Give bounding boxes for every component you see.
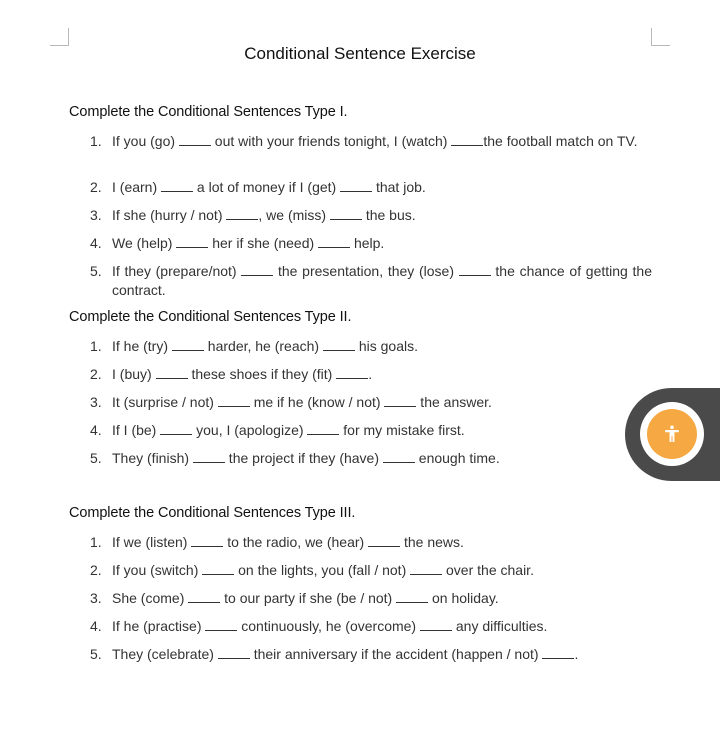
answer-blank[interactable]	[384, 394, 416, 407]
item-number: 5.	[90, 263, 102, 279]
answer-blank[interactable]	[218, 394, 250, 407]
item-number: 4.	[90, 235, 102, 251]
item-text: We (help) her if she (need) help.	[112, 235, 385, 251]
list-item	[90, 421, 652, 440]
item-number: 5.	[90, 646, 102, 662]
answer-blank[interactable]	[410, 562, 442, 575]
answer-blank[interactable]	[218, 646, 250, 659]
answer-blank[interactable]	[188, 590, 220, 603]
list-item	[90, 365, 652, 384]
answer-blank[interactable]	[160, 422, 192, 435]
list-item	[90, 617, 652, 636]
item-text: She (come) to our party if she (be / not) on holiday.	[112, 590, 499, 606]
item-text: I (earn) a lot of money if I (get) that job.	[112, 179, 426, 195]
list-item	[90, 178, 652, 197]
list-item	[90, 393, 652, 412]
answer-blank[interactable]	[336, 366, 368, 379]
answer-blank[interactable]	[161, 179, 193, 192]
item-text: If we (listen) to the radio, we (hear) the news.	[112, 534, 464, 550]
accessibility-person-icon	[663, 425, 681, 443]
answer-blank[interactable]	[191, 534, 223, 547]
answer-blank[interactable]	[340, 179, 372, 192]
list-item	[90, 533, 652, 552]
item-text: If she (hurry / not) , we (miss) the bus.	[112, 207, 416, 223]
item-text: If he (practise) continuously, he (overcome) any difficulties.	[112, 618, 548, 634]
answer-blank[interactable]	[307, 422, 339, 435]
accessibility-button-inner[interactable]	[647, 409, 697, 459]
item-number: 5.	[90, 450, 102, 466]
answer-blank[interactable]	[323, 338, 355, 351]
list-item	[90, 206, 652, 225]
answer-blank[interactable]	[193, 450, 225, 463]
answer-blank[interactable]	[420, 618, 452, 631]
item-text: If I (be) you, I (apologize) for my mistake first.	[112, 422, 465, 438]
answer-blank[interactable]	[205, 618, 237, 631]
answer-blank[interactable]	[542, 646, 574, 659]
list-item	[90, 132, 652, 151]
item-text: If they (prepare/not) the presentation, they (lose) the chance of getting the contract.	[112, 263, 653, 298]
list-item	[90, 449, 652, 468]
answer-blank[interactable]	[156, 366, 188, 379]
list-item	[90, 589, 652, 608]
answer-blank[interactable]	[226, 207, 258, 220]
answer-blank[interactable]	[396, 590, 428, 603]
item-text: If you (go) out with your friends tonight, I (watch) the football match on TV.	[112, 133, 638, 149]
list-item	[90, 234, 652, 253]
item-number: 1.	[90, 534, 102, 550]
item-number: 1.	[90, 338, 102, 354]
list-item	[90, 262, 652, 300]
answer-blank[interactable]	[176, 235, 208, 248]
answer-blank[interactable]	[451, 133, 483, 146]
item-number: 2.	[90, 366, 102, 382]
item-number: 3.	[90, 207, 102, 223]
list-item	[90, 337, 652, 356]
answer-blank[interactable]	[459, 263, 491, 276]
item-number: 2.	[90, 562, 102, 578]
answer-blank[interactable]	[179, 133, 211, 146]
section-heading-type-1: Complete the Conditional Sentences Type I.	[69, 104, 348, 120]
item-text: I (buy) these shoes if they (fit) .	[112, 366, 373, 382]
item-number: 2.	[90, 179, 102, 195]
item-text: They (finish) the project if they (have) enough time.	[112, 450, 500, 466]
list-item	[90, 645, 652, 664]
item-text: If he (try) harder, he (reach) his goals.	[112, 338, 419, 354]
item-number: 3.	[90, 590, 102, 606]
answer-blank[interactable]	[202, 562, 234, 575]
section-heading-type-2: Complete the Conditional Sentences Type II.	[69, 309, 352, 325]
answer-blank[interactable]	[172, 338, 204, 351]
section-heading-type-3: Complete the Conditional Sentences Type III.	[69, 505, 356, 521]
item-number: 3.	[90, 394, 102, 410]
item-text: If you (switch) on the lights, you (fall / not) over the chair.	[112, 562, 534, 578]
item-number: 4.	[90, 618, 102, 634]
answer-blank[interactable]	[241, 263, 273, 276]
answer-blank[interactable]	[383, 450, 415, 463]
answer-blank[interactable]	[330, 207, 362, 220]
answer-blank[interactable]	[368, 534, 400, 547]
answer-blank[interactable]	[318, 235, 350, 248]
item-number: 1.	[90, 133, 102, 149]
item-text: It (surprise / not) me if he (know / not) the answer.	[112, 394, 492, 410]
list-item	[90, 561, 652, 580]
item-number: 4.	[90, 422, 102, 438]
accessibility-button[interactable]	[640, 402, 704, 466]
item-text: They (celebrate) their anniversary if the accident (happen / not) .	[112, 646, 579, 662]
document-title: Conditional Sentence Exercise	[244, 44, 476, 63]
